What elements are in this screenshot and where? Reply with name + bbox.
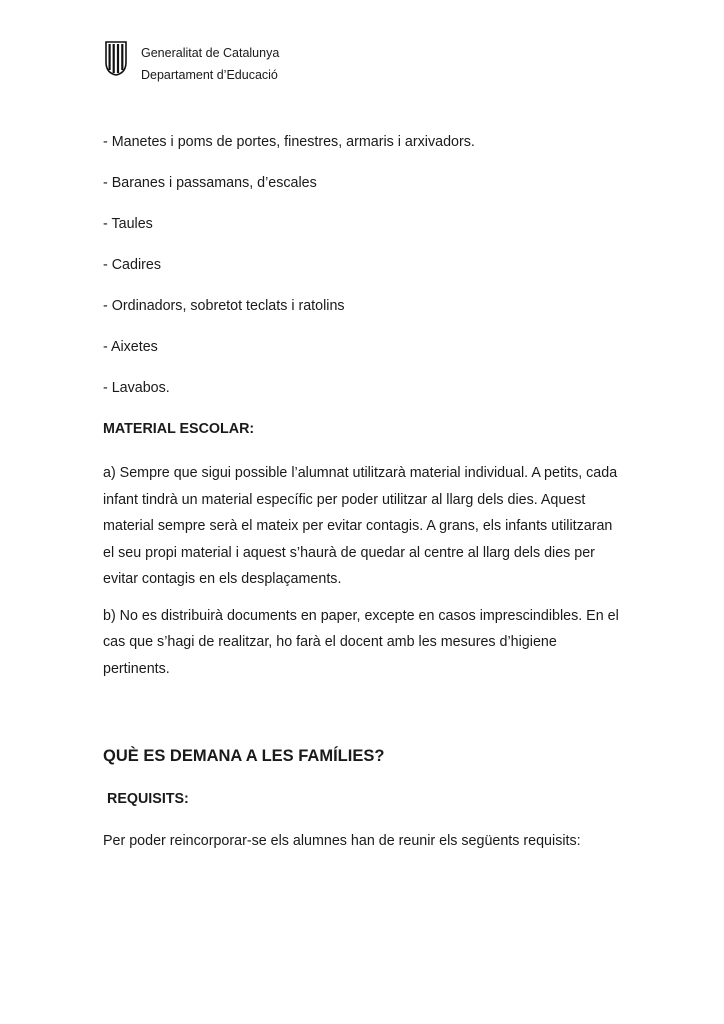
document-body — [103, 131, 623, 852]
cleaning-list — [103, 131, 623, 399]
families-heading: QUÈ ES DEMANA A LES FAMÍLIES? — [103, 747, 385, 765]
requirements-intro: Per poder reincorporar-se els alumnes han de reunir els següents requisits: — [103, 833, 581, 849]
list-item: - Manetes i poms de portes, finestres, armaris i arxivadors. — [103, 134, 475, 150]
header-text — [141, 42, 279, 86]
org-name: Generalitat de Catalunya — [141, 46, 280, 60]
list-item: - Cadires — [103, 257, 161, 273]
list-item: - Baranes i passamans, d’escales — [103, 175, 317, 191]
list-item: - Aixetes — [103, 339, 158, 355]
material-paragraph-a: a) Sempre que sigui possible l’alumnat utilitzarà material individual. A petits, cada infant tindrà un material específic per poder utilitzar al llarg dels dies. Aquest material sempre serà el mateix per evitar contagis. A grans, els infants utilitzaran el seu propi material i aquest s’haurà de quedar al centre al llarg dels dies per evitar contagis en els desplaçaments. — [103, 465, 618, 587]
list-item: - Lavabos. — [103, 380, 170, 396]
generalitat-logo-icon — [104, 40, 128, 76]
material-paragraph-b: b) No es distribuirà documents en paper, excepte en casos imprescindibles. En el cas que s’hagi de realitzar, ho farà el docent amb les mesures d’higiene pertinents. — [103, 607, 619, 677]
material-heading: MATERIAL ESCOLAR: — [103, 421, 255, 437]
list-item: - Ordinadors, sobretot teclats i ratolins — [103, 298, 345, 314]
list-item: - Taules — [103, 216, 153, 232]
department-name: Departament d’Educació — [141, 68, 278, 82]
requirements-heading: REQUISITS: — [107, 791, 189, 807]
